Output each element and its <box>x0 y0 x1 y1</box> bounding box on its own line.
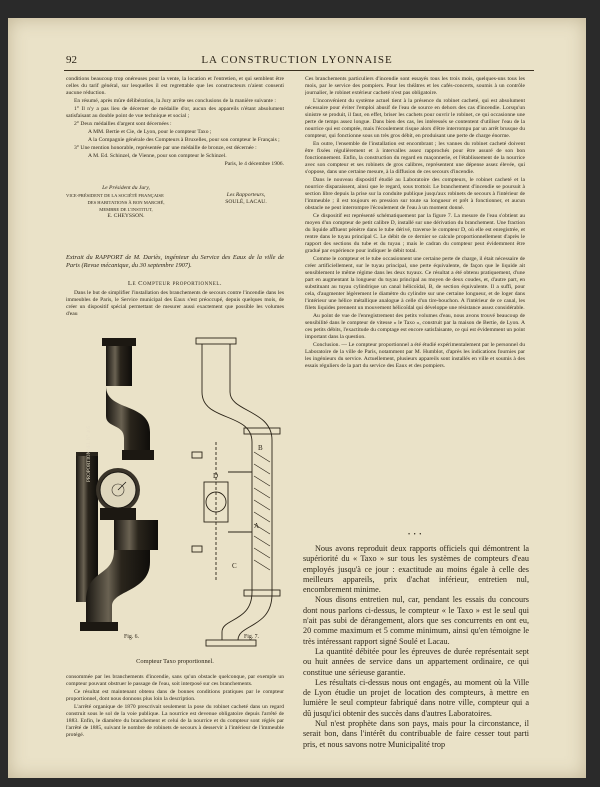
signature-line: Le Président du Jury, <box>102 185 150 191</box>
paragraph: L'inconvénient du système actuel tient à la présence du robinet cacheté, qui est absolument nécessaire pour éviter l'emploi abusif de l'eau de source en dehors des cas d'incendie. Lorsqu'un sinistre se produit, il faut, en effet, briser les cachets pour ouvrir le robinet, ce qui occasionne une perte de temps assez longue. Dans bien des cas, les intéressés se contentent d'utiliser l'eau de la nourrice qui est comptée, mais l'écoulement risque alors d'être interrompu par un arrêt brusque du compteur, qui fonctionne sous un très gros débit, en produisant une perte de charge énorme. <box>305 98 525 139</box>
paragraph: Ce dispositif est représenté schématiquement par la figure 7. La mesure de l'eau s'obtient au moyen d'un compteur de petit calibre D, installé sur une dérivation du branchement. Une fraction du liquide affluent pénètre dans le tube dérivé, traverse le compteur D, où elle est enregistrée, et rentre dans le tuyau principal C. Le débit de ce dernier se calcule proportionnellement d'après le rapport des sections du tube et du tuyau ; mais le cadran du compteur peut évidemment être gradué par expérience pour indiquer le débit total. <box>305 213 525 254</box>
paragraph: Au point de vue de l'enregistrement des petits volumes d'eau, nous avons trouvé beaucoup de sensibilité dans le compteur de vitesse « le Taxo », construit par la maison de Bertie, de Lyon. A ces petits débits, l'exactitude du comptage est encore satisfaisante, ce qui est évidemment un point important dans la question. <box>305 313 525 340</box>
paragraph: 2° Deux médailles d'argent sont décernées : <box>74 121 172 127</box>
signature-block <box>66 185 284 227</box>
paragraph: Nous avons reproduit deux rapports officiels qui démontrent la supériorité du « Taxo » sur tous les systèmes de compteurs d'eau employés jusqu'à ce jour : exactitude au moins égale à celle des meilleurs appareils, prix d'achat inférieur, entretien nul, encombrement minime. <box>303 544 529 595</box>
paragraph: 3° Une mention honorable, représentée par une médaille de bronze, est décernée : <box>74 145 257 151</box>
page-number: 92 <box>66 54 77 66</box>
paragraph: A M. Ed. Schinzel, de Vienne, pour son compteur le Schinzel. <box>88 153 227 159</box>
signature-line: MEMBRE DE L'INSTITUT, <box>99 207 153 212</box>
paragraph: Les résultats ci-dessus nous ont engagés, au moment où la Ville de Lyon étudie un projet de location des compteurs, à mettre en lumière le seul compteur fabriqué dans notre ville, compteur qui a dû jusqu'ici obtenir des succès dans d'autres Laboratoires. <box>303 677 529 718</box>
left-column-top <box>66 76 284 266</box>
section-subtitle: Le Compteur proportionnel. <box>127 280 223 287</box>
right-column <box>305 76 525 522</box>
paragraph: La quantité débitée pour les épreuves de durée représentait sept ou huit années de service dans un appartement ordinaire, ce qui constitue une sérieuse garantie. <box>303 646 529 677</box>
paragraph: Comme le compteur et le tube occasionnent une certaine perte de charge, il était nécessaire de créer artificiellement, sur le tuyau principal, une perte équivalente, de façon que le liquide ait sensiblement le même régime dans les deux tuyaux. Ce résultat a été obtenu pratiquement, d'une part en augmentant la longueur du tuyau principal au moyen de deux coudes, et, d'autre part, en substituant au tuyau cylindrique un canal hélicoïdal, B, de section équivalente. Il a suffi, pour cela, d'augmenter légèrement le diamètre du cylindre sur une certaine longueur, et de loger dans l'intérieur une hélice métallique analogue à celle d'un tire-bouchon. A l'intérieur de ce canal, les filets liquides prennent un mouvement hélicoïdal qui développe une résistance assez considérable. <box>305 256 525 311</box>
editorial-text <box>303 544 529 778</box>
label-c: C <box>232 562 237 570</box>
paragraph: Nul n'est prophète dans son pays, mais pour la circonstance, il serait bon, dans l'intérêt du contribuable de faire cesser tout parti pris, et nous savons notre Municipalité trop <box>303 719 529 749</box>
meter-illustration <box>66 332 284 658</box>
meter-engraving <box>66 332 284 658</box>
date-line: Paris, le 4 décembre 1906. <box>224 161 284 167</box>
paragraph: En outre, l'ensemble de l'installation est encombrant ; les vannes du robinet cacheté doivent être fixées régulièrement et à intervalles assez rapprochés pour être assuré de son bon fonctionnement. Enfin, la construction du regard en maçonnerie, et l'établissement de la nourrice avec son compteur et ses robinets de gros calibres, représentent une dépense assez élevée, qui s'oppose, dans une certaine mesure, à la diffusion de ces secours d'incendie. <box>305 141 525 175</box>
paragraph: En résumé, après mûre délibération, la Jury arrête ses conclusions de la manière suivante : <box>74 98 276 104</box>
signature-line <box>206 185 286 192</box>
intro-paragraph <box>66 290 284 328</box>
label-b: B <box>258 444 263 452</box>
signature-left <box>66 185 186 220</box>
fig6-label: Fig. 6. <box>124 634 139 640</box>
paragraph: L'arrêté organique de 1870 prescrivait seulement la pose du robinet cacheté dans un regard construit sous le sol de la voie publique. La nourrice est devenue obligatoire depuis l'arrêté de 1883. Enfin, le diamètre du branchement et celui de la nourrice et du compteur sont réglés par l'arrêté de 1885, suivant le nombre de robinets de secours à desservir à l'intérieur de l'immeuble protégé. <box>66 704 284 738</box>
paragraph: Conclusion. — Le compteur proportionnel a été étudié expérimentalement par le personnel du Laboratoire de la ville de Paris, notamment par M. Humblot, d'après les indications fournies par les ingénieurs du service. Actuellement, plusieurs appareils sont installés en ville et soumis à des essais réguliers de la part du service des Eaux et des pompiers. <box>305 342 525 369</box>
paragraph: 1° Il n'y a pas lieu de décerner de médaille d'or, aucun des appareils n'étant absolument satisfaisant au double point de vue technique et social ; <box>66 106 284 119</box>
fig6-meter <box>76 338 158 631</box>
signature-line: E. CHEYSSON. <box>107 213 145 219</box>
signature-line: SOULÉ, LACAU. <box>225 199 267 205</box>
paragraph: conditions beaucoup trop onéreuses pour la vente, la location et l'entretien, et qui semblent être celles du tarif général, sur lesquelles il est regrettable que les constructeurs n'aient consenti aucune réduction. <box>66 76 284 96</box>
fig7-label: Fig. 7. <box>244 634 259 640</box>
section-separator: • • • <box>408 532 423 538</box>
paragraph: Dans le nouveau dispositif étudié au Laboratoire des compteurs, le robinet cacheté et la nourrice disparaissent, ainsi que le regard, sous trottoir. Le branchement d'incendie se poursuit à section libre depuis la prise sur la conduite publique jusqu'aux robinets de secours à l'intérieur de l'immeuble ; il est toujours en pression sur toute sa longueur et prêt à fonctionner, et aucun obstacle ne peut interrompre l'écoulement de l'eau à un moment donné. <box>305 177 525 211</box>
label-a: A <box>254 522 260 530</box>
paragraph: consommée par les branchements d'incendie, sans qu'un obstacle quelconque, par exemple un compteur pouvant obstruer le passage de l'eau, soit interposé sur ces branchements. <box>66 674 284 687</box>
paragraph: Nous disons entretien nul, car, pendant les essais du concours dont nous parlons ci-dessus, le compteur « le Taxo » est le seul qui n'ait pas subi de dérangement, alors que ses concurrents en ont eu, 20 comme maximum et 5 comme minimum, ainsi qu'en témoigne le très intéressant rapport signé Soulé et Lacau. <box>303 595 529 646</box>
dial-text: PROPORTIONNEL N° 405 <box>87 425 92 482</box>
signature-line: DES HABITATIONS À BON MARCHÉ, <box>87 200 165 205</box>
paragraph: Dans le but de simplifier l'installation des branchements de secours contre l'incendie dans les immeubles de Paris, le Service municipal des Eaux s'est préoccupé, depuis quelques mois, de créer un dispositif spécial permettant de mesurer aussi exactement que possible les volumes d'eau <box>66 290 284 317</box>
signature-line: Les Rapporteurs, <box>226 192 266 198</box>
paragraph: Ces branchements particuliers d'incendie sont essayés tous les trois mois, quelques-uns tous les mois, par le service des pompiers. Pour les théâtres et les cafés-concerts, soumis à un contrôle journalier, le robinet extérieur cacheté n'est pas obligatoire. <box>305 76 525 96</box>
extract-heading: Extrait du RAPPORT de M. Dariès, ingénieur du Service des Eaux de la ville de Paris (Revue mécanique, du 30 septembre 1907). <box>66 254 284 269</box>
document-page <box>8 18 586 778</box>
paragraph: A MM. Bertie et Cie, de Lyon, pour le compteur Taxo ; <box>88 129 212 135</box>
header-rule <box>64 70 534 71</box>
signature-line: VICE-PRÉSIDENT DE LA SOCIÉTÉ FRANÇAISE <box>66 193 164 198</box>
label-d: D <box>213 472 219 480</box>
left-column-bottom <box>66 674 284 778</box>
figure-caption: Compteur Taxo proportionnel. <box>136 658 214 665</box>
fig7-section <box>192 338 280 646</box>
paragraph: Ce résultat est maintenant obtenu dans de bonnes conditions pratiques par le compteur proportionnel, dont nous donnons plus loin la description. <box>66 689 284 702</box>
page-header <box>8 54 586 68</box>
paragraph: A la Compagnie générale des Compteurs à Bruxelles, pour son compteur le Français ; <box>88 137 280 143</box>
signature-right <box>206 185 286 206</box>
running-title: LA CONSTRUCTION LYONNAISE <box>201 54 393 66</box>
